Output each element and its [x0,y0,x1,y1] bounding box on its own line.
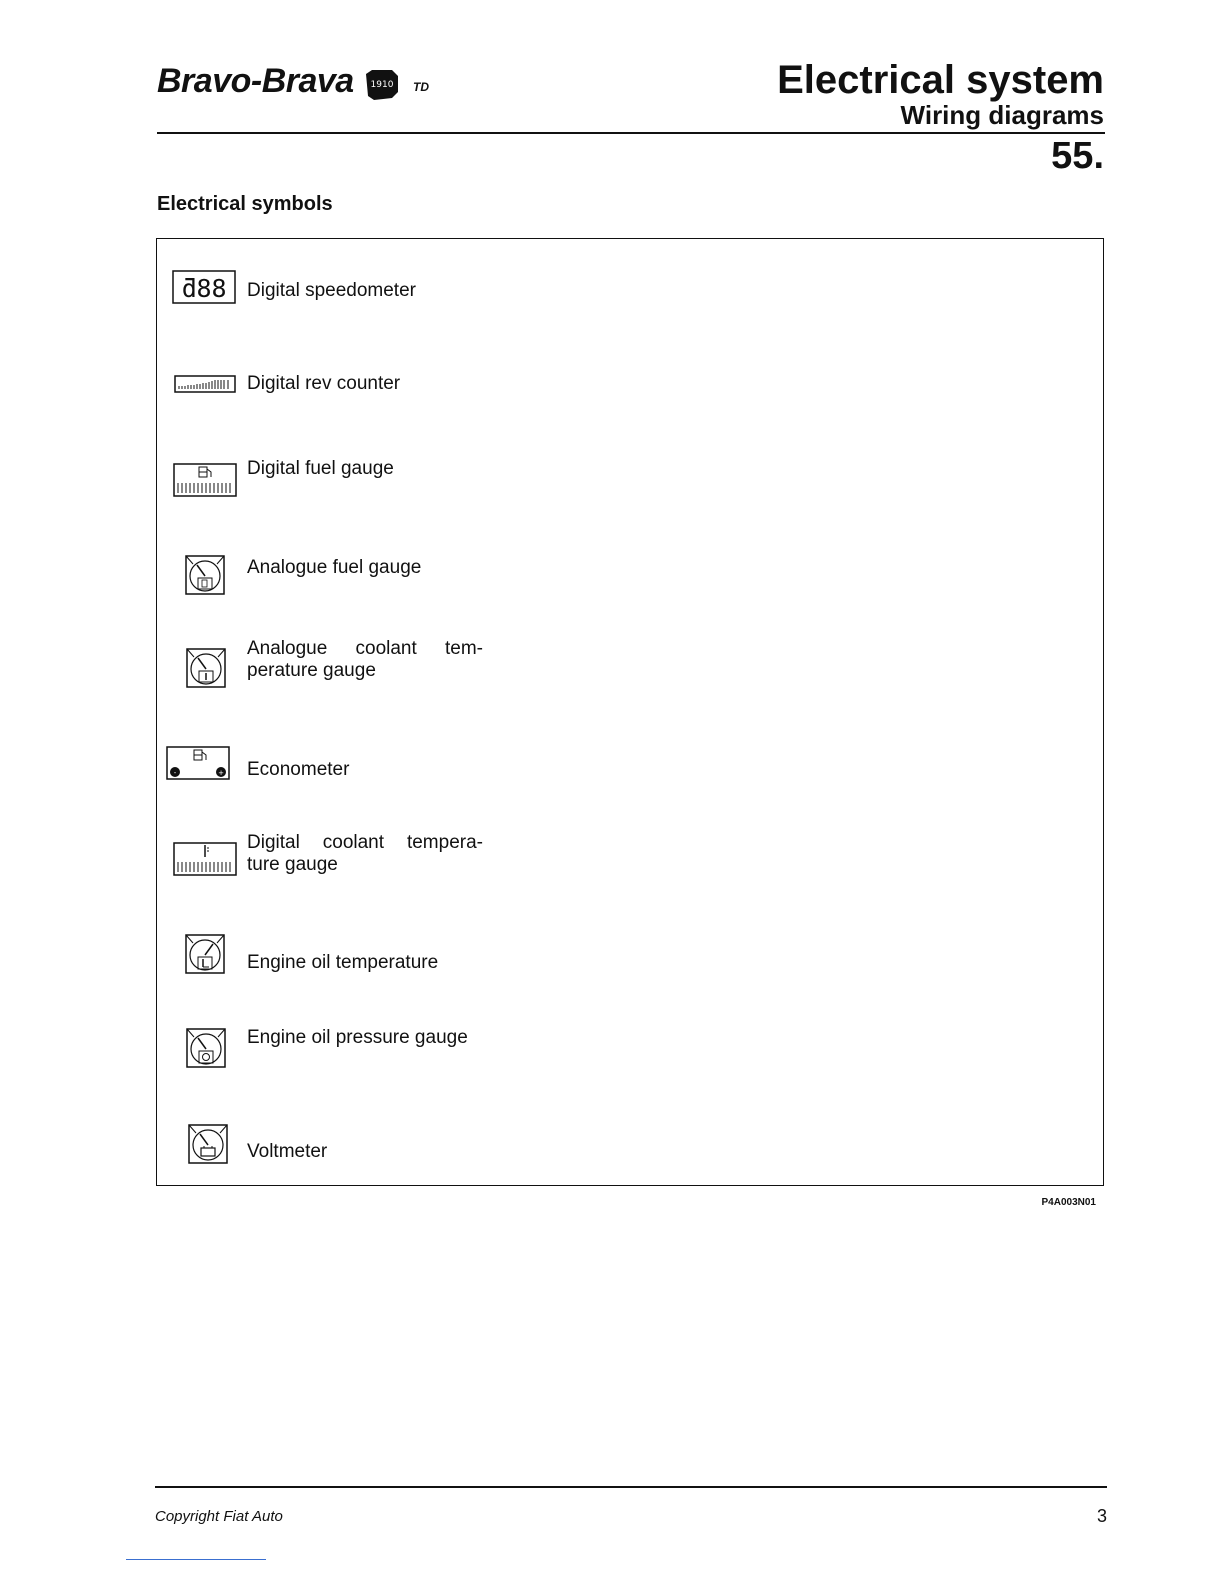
page-number: 3 [1096,1506,1107,1526]
symbol-label-analogue-fuel-gauge: Analogue fuel gauge [247,557,422,578]
header-divider [157,132,1105,134]
analogue-fuel-gauge-icon [185,555,225,595]
page-title: Electrical system [777,58,1104,102]
engine-code: TD [413,80,429,94]
section-number: 55. [1051,135,1104,177]
footnote-link-rule [126,1559,266,1560]
symbol-label-engine-oil-temperature: Engine oil temperature [247,952,439,973]
symbol-label-digital-speedometer: Digital speedometer [247,280,416,301]
voltmeter-icon [188,1124,228,1164]
figure-reference: P4A003N01 [1041,1197,1096,1208]
speedometer-digits: ƌ88 [181,274,227,303]
symbol-label-digital-fuel-gauge: Digital fuel gauge [247,458,394,479]
econometer-icon [166,746,230,780]
digital-speedometer-icon [172,270,236,304]
symbol-label-voltmeter: Voltmeter [247,1141,328,1162]
analogue-coolant-gauge-icon [186,648,226,688]
svg-text:+: + [218,769,224,777]
logo-text: 1910 [370,80,394,90]
digital-rev-counter-icon [174,375,236,393]
symbol-label-analogue-coolant-gauge: Analogue coolant tem- perature gauge [247,638,483,681]
engine-oil-pressure-icon [186,1028,226,1068]
engine-oil-temperature-icon [185,934,225,974]
copyright-text: Copyright Fiat Auto [155,1508,283,1525]
section-heading: Electrical symbols [157,193,333,215]
symbol-label-digital-rev-counter: Digital rev counter [247,373,401,394]
symbol-label-engine-oil-pressure: Engine oil pressure gauge [247,1027,468,1048]
digital-fuel-gauge-icon [173,463,237,497]
page-subtitle: Wiring diagrams [900,100,1104,130]
symbol-label-digital-coolant-gauge: Digital coolant tempera- ture gauge [247,832,483,875]
fiat-1910-logo-icon [362,66,402,102]
svg-text:-: - [173,769,177,777]
brand-title: Bravo-Brava [157,62,354,100]
footer-divider [155,1486,1107,1488]
digital-coolant-gauge-icon [173,842,237,876]
symbol-label-econometer: Econometer [247,759,350,780]
